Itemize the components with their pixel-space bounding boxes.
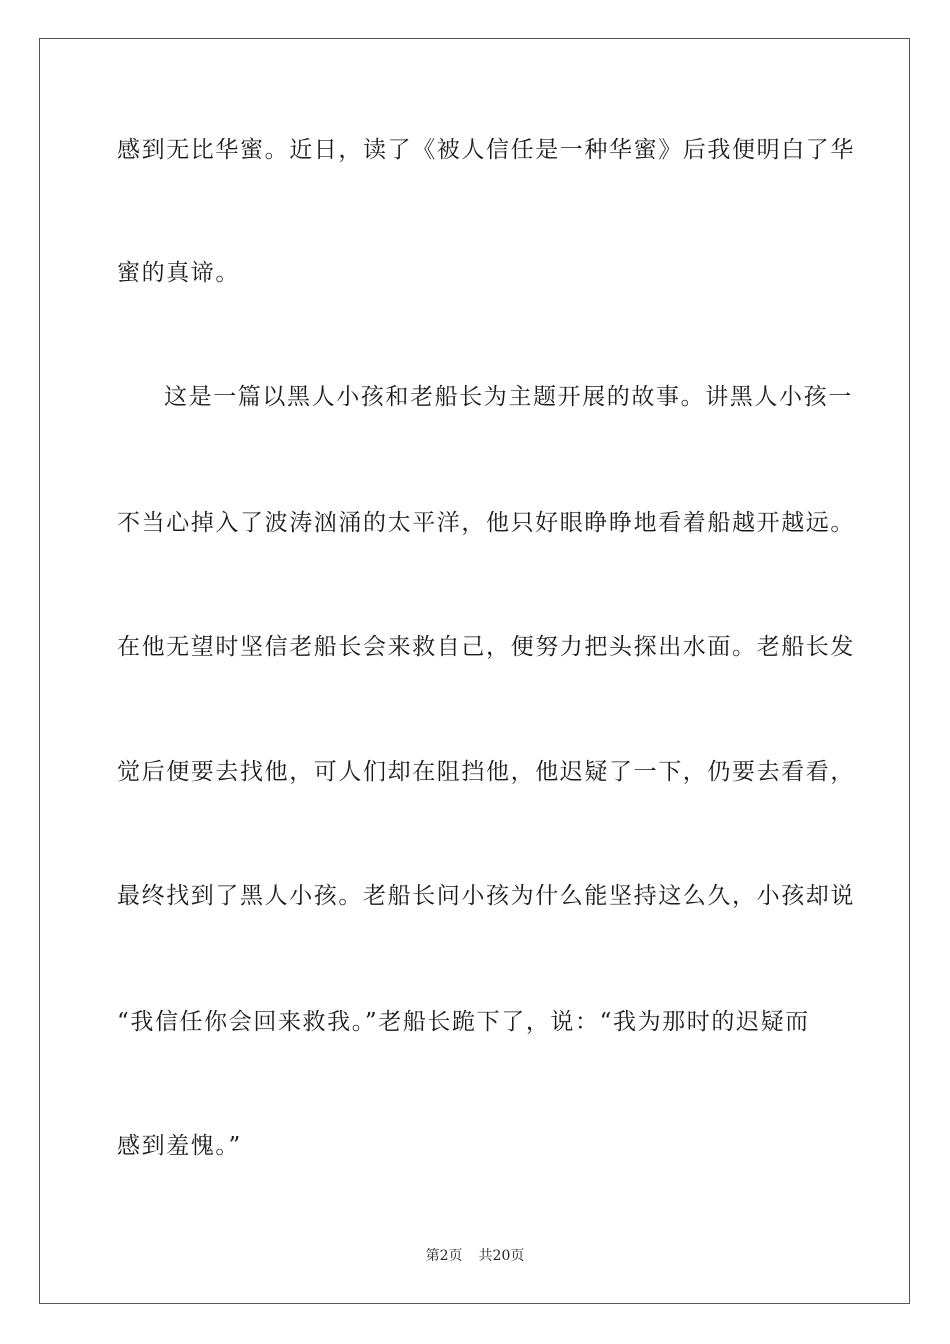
page-total: 共20页 [478, 1248, 525, 1264]
text-line-4: 不当心掉入了波涛汹涌的太平洋，他只好眼睁睁地看着船越开越远。 [117, 510, 855, 536]
page-number: 第2页 [425, 1248, 463, 1264]
page-footer [0, 1247, 950, 1265]
text-line-9: 感到羞愧。” [117, 1133, 242, 1159]
text-line-3: 这是一篇以黑人小孩和老船长为主题开展的故事。讲黑人小孩一 [164, 384, 853, 410]
page-border [39, 38, 910, 1304]
text-line-1: 感到无比华蜜。近日，读了《被人信任是一种华蜜》后我便明白了华 [117, 137, 855, 163]
text-line-6: 觉后便要去找他，可人们却在阻挡他，他迟疑了一下，仍要去看看， [117, 759, 855, 785]
text-line-8: “我信任你会回来救我。”老船长跪下了，说：“我为那时的迟疑而 [117, 1009, 810, 1035]
text-line-5: 在他无望时坚信老船长会来救自己，便努力把头探出水面。老船长发 [117, 634, 855, 660]
text-line-7: 最终找到了黑人小孩。老船长问小孩为什么能坚持这么久，小孩却说 [117, 883, 855, 909]
text-line-2: 蜜的真谛。 [117, 260, 240, 286]
